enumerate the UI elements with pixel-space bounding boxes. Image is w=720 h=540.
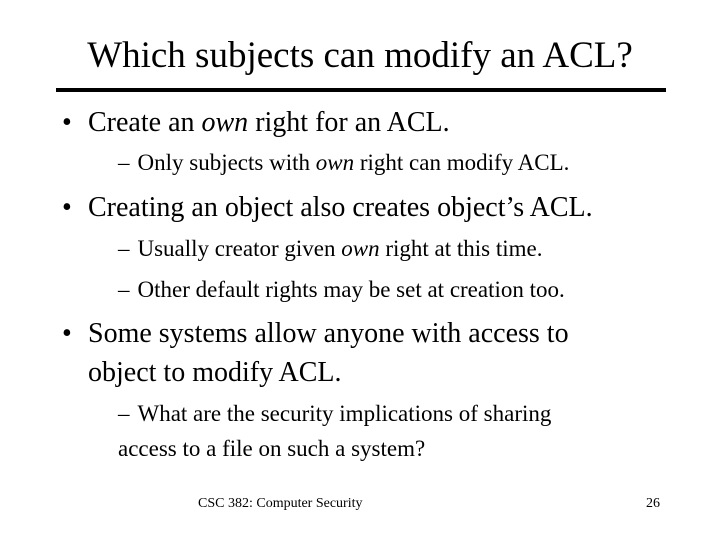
bullet-text-line1: Some systems allow anyone with access to (88, 318, 569, 349)
bullet-text: Creating an object also creates object’s ACL. (88, 192, 593, 223)
subbullet-marker: – (118, 150, 130, 175)
subbullet-emphasis: own (315, 150, 355, 175)
slide-title: Which subjects can modify an ACL? (87, 35, 633, 76)
subbullet-emphasis: own (341, 236, 380, 261)
bullet-marker: • (62, 318, 72, 349)
subbullet-marker: – (118, 277, 130, 302)
bullet-marker: • (62, 192, 72, 223)
subbullet-marker: – (118, 236, 130, 261)
bullet-text: Create an (88, 107, 202, 138)
subbullet-text-line2: access to a file on such a system? (118, 436, 426, 461)
subbullet-text: Only subjects with (137, 150, 316, 175)
subbullet-text: right can modify ACL. (354, 150, 570, 175)
bullet-marker: • (62, 107, 72, 138)
subbullet-marker: – (118, 401, 130, 426)
title-divider (56, 88, 666, 92)
page-number: 26 (646, 496, 660, 511)
subbullet-text-line1: What are the security implications of sharing (137, 401, 552, 426)
bullet-text: right for an ACL. (248, 107, 450, 138)
subbullet-text: right at this time. (379, 236, 543, 261)
subbullet-text: Usually creator given (137, 236, 342, 261)
bullet-text-line2: object to modify ACL. (88, 357, 342, 388)
footer-course: CSC 382: Computer Security (198, 496, 363, 511)
subbullet-text: Other default rights may be set at creation too. (137, 277, 565, 302)
bullet-emphasis: own (201, 107, 249, 138)
